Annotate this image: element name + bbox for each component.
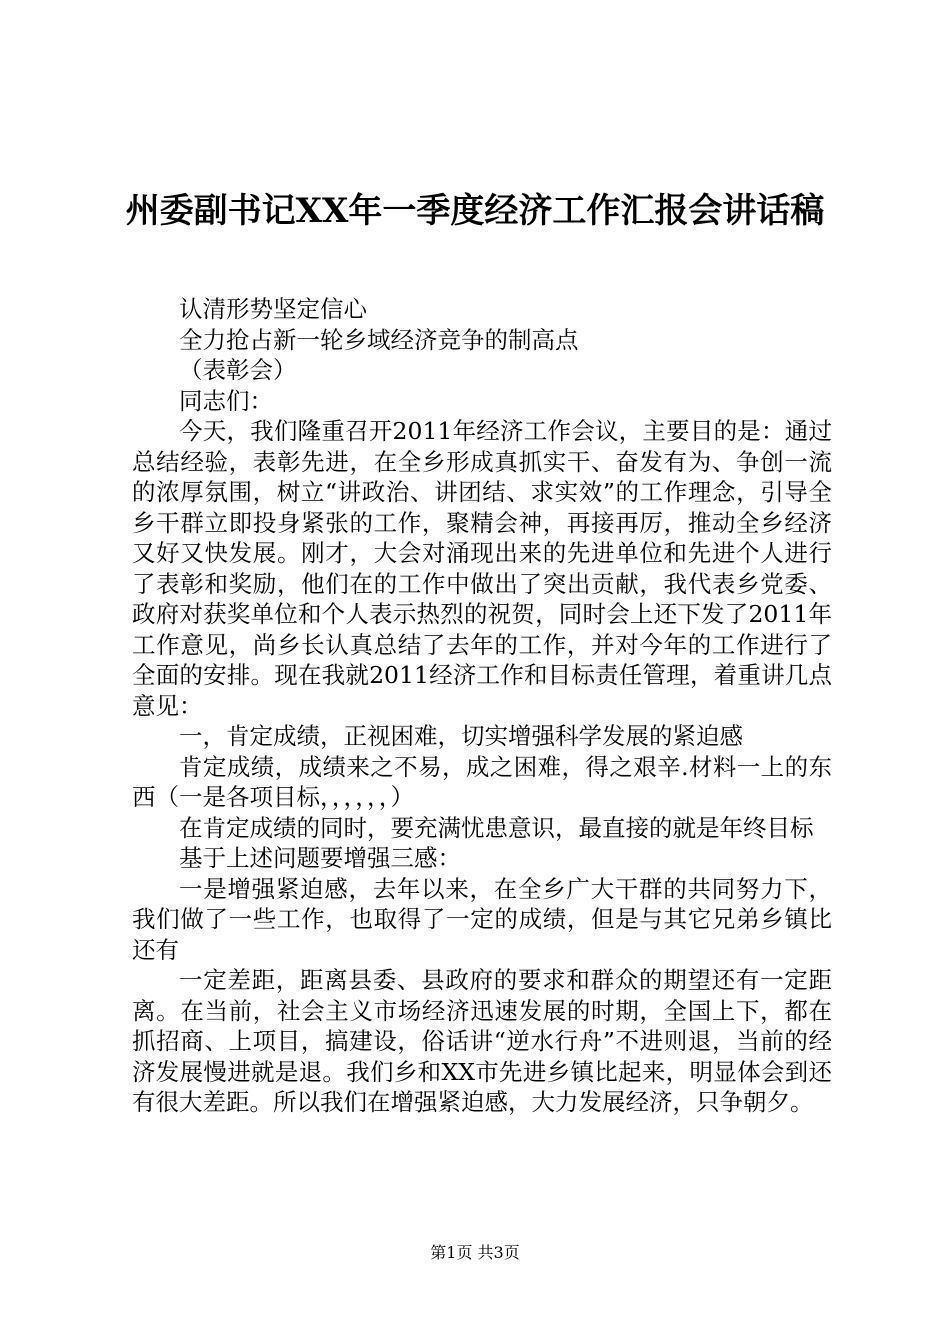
paragraph-body: 肯定成绩，成绩来之不易，成之困难，得之艰辛.材料一上的东西（一是各项目标，，，，，，） [132,752,832,811]
page-footer: 第1页 共3页 [430,1243,520,1262]
paragraph-body: 一定差距，距离县委、县政府的要求和群众的期望还有一定距离。在当前，社会主义市场经济迅速发展的时期，全国上下，都在抓招商、上项目，搞建设，俗话讲“逆水行舟”不进则退，当前的经济发展慢进就是退。我们乡和XX市先进乡镇比起来，明显体会到还有很大差距。所以我们在增强紧迫感，大力发展经济，只争朝夕。 [132,966,832,1116]
paragraph-section-heading: 一，肯定成绩，正视困难，切实增强科学发展的紧迫感 [179,722,743,750]
paragraph-occasion: （表彰会） [179,356,297,384]
document-body [132,294,832,1118]
paragraph-body: 一是增强紧迫感，去年以来，在全乡广大干群的共同努力下，我们做了一些工作，也取得了一定的成绩，但是与其它兄弟乡镇比还有 [132,874,832,964]
paragraph-salutation: 同志们： [179,386,273,415]
paragraph-body: 在肯定成绩的同时，要充满忧患意识，最直接的就是年终目标 [179,813,814,842]
paragraph-subtitle-2: 全力抢占新一轮乡域经济竞争的制高点 [179,325,579,354]
paragraph-body: 基于上述问题要增强三感： [179,844,461,872]
paragraph-subtitle-1: 认清形势坚定信心 [179,295,367,323]
paragraph-body: 今天，我们隆重召开2011年经济工作会议，主要目的是：通过总结经验，表彰先进，在全乡形成真抓实干、奋发有为、争创一流的浓厚氛围，树立“讲政治、讲团结、求实效”的工作理念，引导全乡干群立即投身紧张的工作，聚精会神，再接再厉，推动全乡经济又好又快发展。刚才，大会对涌现出来的先进单位和先进个人进行了表彰和奖励，他们在的工作中做出了突出贡献，我代表乡党委、政府对获奖单位和个人表示热烈的祝贺，同时会上还下发了2011年工作意见，尚乡长认真总结了去年的工作，并对今年的工作进行了全面的安排。现在我就2011经济工作和目标责任管理，着重讲几点意见： [132,417,832,720]
document-title: 州委副书记XX年一季度经济工作汇报会讲话稿 [125,191,825,231]
